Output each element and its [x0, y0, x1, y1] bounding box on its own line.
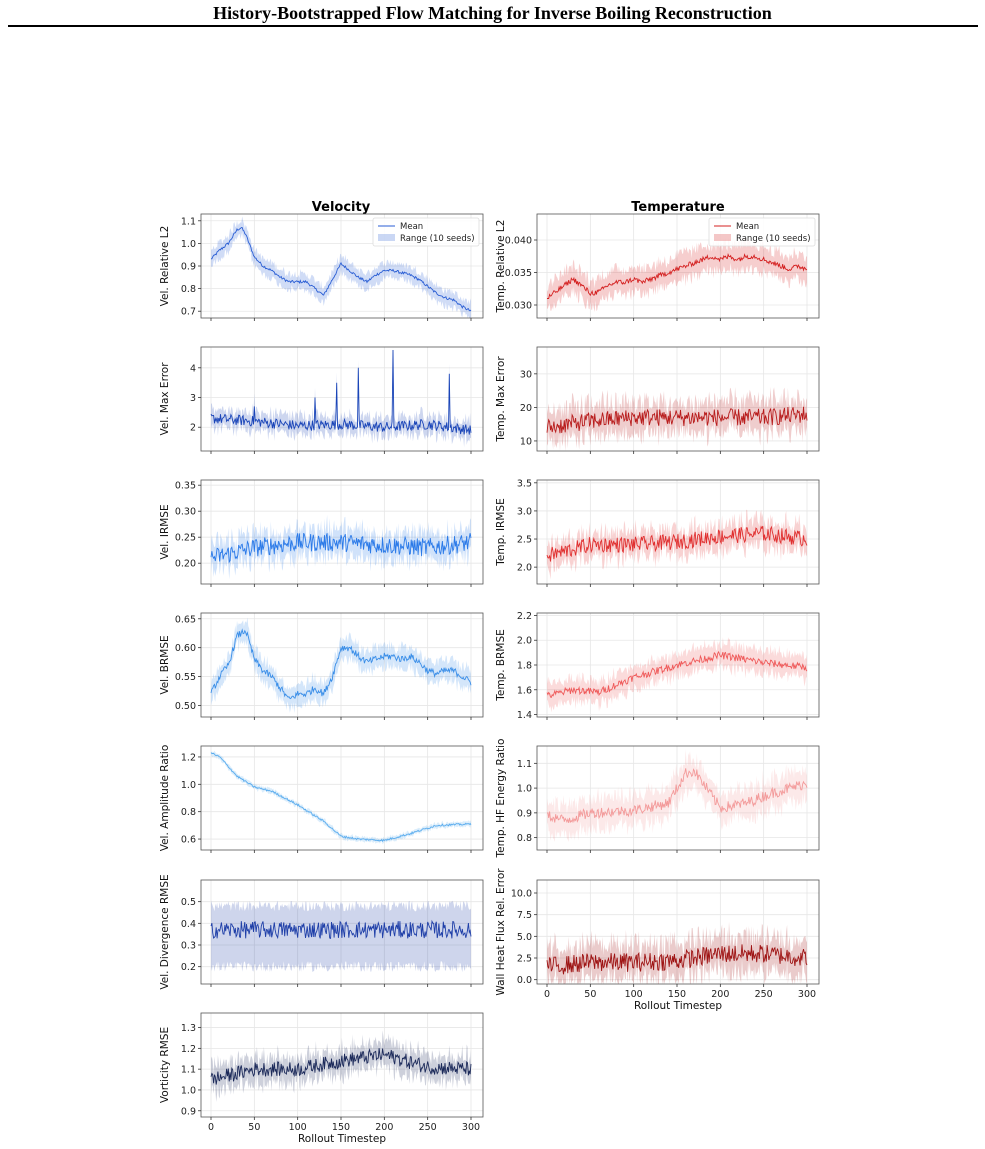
y-tick-label: 1.1 [180, 216, 196, 228]
y-tick-label: 1.2 [180, 1043, 196, 1055]
y-tick-label: 1.6 [516, 685, 532, 697]
y-tick-label: 2.5 [516, 534, 532, 546]
y-axis-label: Temp. IRMSE [495, 498, 507, 566]
y-tick-label: 0.65 [174, 614, 196, 626]
range-band [211, 901, 471, 973]
y-axis-label: Temp. Relative L2 [495, 219, 507, 313]
y-axis-label: Temp. BRMSE [495, 629, 507, 701]
legend-range-swatch [378, 234, 395, 241]
x-tick-label: 50 [248, 1122, 261, 1133]
x-tick-label: 300 [797, 989, 817, 1000]
legend [709, 218, 815, 246]
y-axis-label: Vel. BRMSE [159, 635, 171, 695]
y-tick-label: 10 [519, 436, 532, 448]
x-tick-label: 250 [754, 989, 773, 1000]
y-tick-label: 2.0 [516, 562, 532, 574]
y-tick-label: 0.8 [180, 807, 196, 819]
legend-range-swatch [714, 234, 731, 241]
y-tick-label: 3 [189, 393, 196, 405]
y-axis-label: Vel. IRMSE [159, 504, 171, 560]
y-tick-label: 0.3 [180, 940, 196, 952]
y-tick-label: 3.5 [516, 478, 532, 490]
panel-2 [159, 347, 483, 454]
y-tick-label: 1.3 [180, 1023, 196, 1035]
y-axis-label: Vel. Relative L2 [159, 225, 171, 307]
y-tick-label: 0.35 [174, 480, 196, 492]
panel-11 [495, 868, 819, 1012]
y-tick-label: 0.7 [180, 306, 196, 318]
y-tick-label: 0.0 [516, 975, 532, 987]
y-tick-label: 0.50 [174, 700, 196, 712]
y-axis-label: Vel. Max Error [159, 362, 171, 436]
y-tick-label: 10.0 [510, 888, 532, 900]
x-axis-label: Rollout Timestep [633, 1000, 723, 1012]
y-tick-label: 30 [519, 369, 532, 381]
legend [373, 218, 479, 246]
x-tick-label: 50 [584, 989, 597, 1000]
x-tick-label: 200 [711, 989, 730, 1000]
legend-mean-label: Mean [736, 222, 760, 232]
y-tick-label: 1.2 [180, 752, 196, 764]
y-tick-label: 0.55 [174, 672, 196, 684]
y-axis-label: Vel. Divergence RMSE [159, 874, 171, 990]
y-axis-label: Vorticity RMSE [159, 1026, 171, 1104]
x-tick-label: 200 [375, 1122, 394, 1133]
y-tick-label: 1.0 [180, 238, 196, 250]
y-tick-label: 7.5 [516, 910, 532, 922]
x-tick-label: 0 [207, 1122, 215, 1133]
x-tick-label: 100 [624, 989, 643, 1000]
y-tick-label: 1.8 [516, 660, 532, 672]
y-axis-label: Vel. Amplitude Ratio [159, 744, 171, 852]
x-axis-label: Rollout Timestep [297, 1133, 387, 1145]
y-tick-label: 1.0 [180, 779, 196, 791]
y-tick-label: 2.2 [516, 610, 532, 622]
x-tick-label: 300 [461, 1122, 481, 1133]
y-tick-label: 0.9 [516, 808, 532, 820]
y-axis-label: Temp. Max Error [495, 356, 507, 442]
x-tick-label: 0 [543, 989, 551, 1000]
y-tick-label: 0.9 [180, 1106, 196, 1118]
panel-6 [159, 613, 483, 720]
y-tick-label: 20 [519, 402, 532, 414]
y-tick-label: 1.0 [180, 1085, 196, 1097]
column-title-temperature: Temperature [631, 200, 725, 215]
y-tick-label: 2.0 [516, 635, 532, 647]
x-tick-label: 150 [667, 989, 687, 1000]
panel-1 [495, 214, 819, 321]
legend-range-label: Range (10 seeds) [736, 234, 811, 244]
y-tick-label: 0.20 [174, 558, 196, 570]
x-tick-label: 100 [288, 1122, 307, 1133]
y-tick-label: 0.8 [180, 284, 196, 296]
y-tick-label: 0.035 [504, 268, 532, 279]
y-tick-label: 1.1 [180, 1064, 196, 1076]
y-tick-label: 0.6 [180, 834, 196, 846]
y-tick-label: 0.8 [516, 833, 532, 845]
y-tick-label: 2 [189, 422, 196, 434]
y-axis-label: Wall Heat Flux Rel. Error [495, 868, 507, 996]
panel-5 [495, 478, 819, 587]
y-tick-label: 0.030 [504, 300, 532, 312]
column-title-velocity: Velocity [311, 200, 371, 215]
y-tick-label: 1.1 [516, 758, 532, 770]
y-tick-label: 0.4 [180, 918, 196, 930]
panel-10 [159, 874, 483, 989]
y-tick-label: 1.0 [516, 783, 532, 795]
y-tick-label: 0.5 [180, 897, 196, 909]
legend-range-label: Range (10 seeds) [400, 234, 475, 244]
legend-mean-label: Mean [400, 222, 424, 232]
y-tick-label: 0.60 [174, 643, 196, 655]
x-tick-label: 150 [331, 1122, 351, 1133]
panel-9 [495, 739, 819, 859]
document-title: History-Bootstrapped Flow Matching for Inverse Boiling Reconstruction [213, 3, 772, 23]
y-tick-label: 1.4 [516, 710, 532, 722]
y-axis-label: Temp. HF Energy Ratio [495, 738, 507, 858]
x-tick-label: 250 [418, 1122, 437, 1133]
panel-7 [495, 611, 819, 721]
y-tick-label: 4 [189, 363, 196, 375]
y-tick-label: 0.2 [180, 962, 196, 974]
y-tick-label: 0.040 [504, 235, 532, 247]
y-tick-label: 3.0 [516, 506, 532, 518]
panel-12 [159, 1013, 483, 1145]
y-tick-label: 5.0 [516, 931, 532, 943]
y-tick-label: 0.9 [180, 261, 196, 273]
y-tick-label: 2.5 [516, 953, 532, 965]
panel-4 [159, 480, 483, 587]
y-tick-label: 0.25 [174, 532, 196, 544]
panel-8 [159, 745, 483, 853]
panel-0 [159, 214, 483, 321]
y-tick-label: 0.30 [174, 506, 196, 518]
panel-3 [495, 347, 819, 454]
